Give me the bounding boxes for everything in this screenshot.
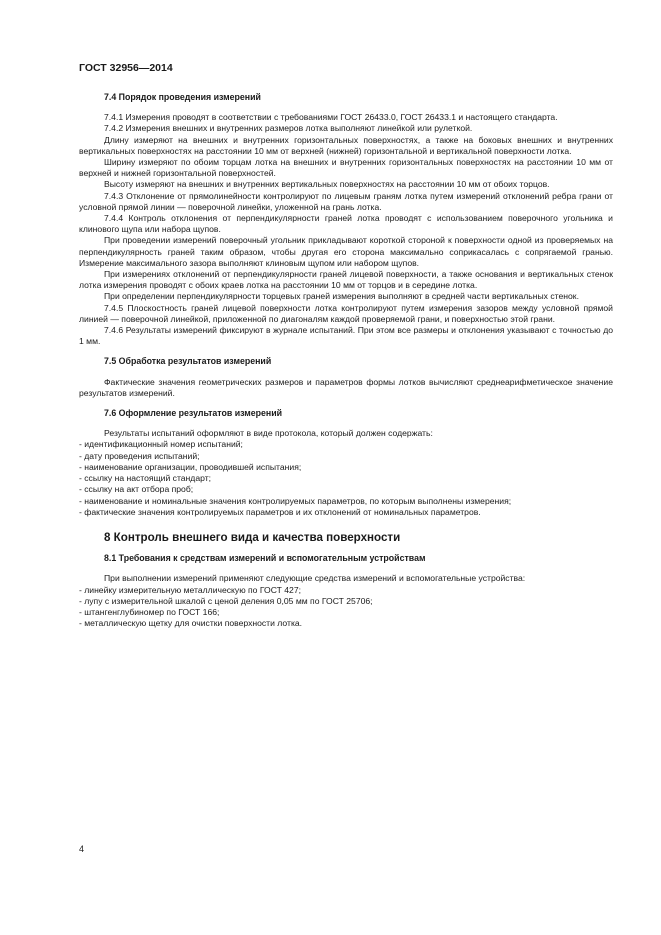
paragraph: 7.4.1 Измерения проводят в соответствии с требованиями ГОСТ 26433.0, ГОСТ 26433.1 и настоящего стандарта.	[104, 112, 558, 123]
protocol-contents-list	[79, 439, 613, 517]
paragraph: 7.4.3 Отклонение от прямолинейности контролируют по лицевым граням лотка путем измерений отклонений ребра грани от условной прямой линии — поверочной линейки, уложенной на грань лотка.	[79, 190, 613, 212]
paragraph: Высоту измеряют на внешних и внутренних вертикальных поверхностях на расстоянии 10 мм от обоих торцов.	[104, 179, 550, 190]
paragraph: Фактические значения геометрических размеров и параметров формы лотков вычисляют среднеарифметическое значение результатов измерений.	[79, 376, 613, 398]
page-number: 4	[79, 844, 85, 854]
list-item: - металлическую щетку для очистки поверхности лотка.	[79, 618, 303, 629]
list-item: - штангенглубиномер по ГОСТ 166;	[79, 606, 220, 617]
document-header: ГОСТ 32956—2014	[79, 62, 173, 74]
paragraph: Ширину измеряют по обоим торцам лотка на внешних и внутренних горизонтальных поверхностях на расстоянии 10 мм от верхней и нижней горизонтальной поверхностей.	[79, 157, 613, 179]
list-item: - наименование и номинальные значения контролируемых параметров, по которым выполнены измерения;	[79, 495, 512, 506]
document-body	[79, 92, 613, 629]
paragraph: При выполнении измерений применяют следующие средства измерений и вспомогательные устройства:	[104, 573, 526, 584]
section-7-6-heading: 7.6 Оформление результатов измерений	[104, 408, 283, 419]
section-8-1-heading: 8.1 Требования к средствам измерений и вспомогательным устройствам	[104, 553, 426, 564]
list-item: - линейку измерительную металлическую по ГОСТ 427;	[79, 584, 301, 595]
instruments-list	[79, 585, 613, 630]
paragraph: 7.4.5 Плоскостность граней лицевой поверхности лотка контролируют путем измерения зазоров между условной прямой линией — поверочной линейкой, приложенной по диагоналям каждой проверяемой грани, и поверхностью этой грани.	[79, 302, 613, 324]
section-7-5-heading: 7.5 Обработка результатов измерений	[104, 356, 272, 367]
paragraph: Длину измеряют на внешних и внутренних горизонтальных поверхностях, а также на боковых внешних и внутренних вертикальных поверхностях на расстоянии 10 мм от верхней (нижней) горизонтальной и вертикальной поверхности лотка.	[79, 134, 613, 156]
list-item: - наименование организации, проводившей испытания;	[79, 461, 302, 472]
list-item: - фактические значения контролируемых параметров и их отклонений от номинальных параметров.	[79, 506, 481, 517]
paragraph: 7.4.6 Результаты измерений фиксируют в журнале испытаний. При этом все размеры и отклонения указывают с точностью до 1 мм.	[79, 325, 613, 347]
paragraph: 7.4.2 Измерения внешних и внутренних размеров лотка выполняют линейкой или рулеткой.	[104, 123, 473, 134]
section-7-4-heading: 7.4 Порядок проведения измерений	[104, 92, 261, 102]
paragraph: Результаты испытаний оформляют в виде протокола, который должен содержать:	[104, 428, 433, 439]
list-item: - ссылку на настоящий стандарт;	[79, 473, 212, 484]
list-item: - лупу с измерительной шкалой с ценой деления 0,05 мм по ГОСТ 25706;	[79, 595, 373, 606]
paragraph: При измерениях отклонений от перпендикулярности граней лицевой поверхности, а также основания и вертикальных стенок лотка измерения проводят с обоих краев лотка на расстоянии 10 мм от торцов и в середине лотка.	[79, 269, 613, 291]
list-item: - дату проведения испытаний;	[79, 450, 200, 461]
paragraph: 7.4.4 Контроль отклонения от перпендикулярности граней лотка проводят с использованием поверочного угольника и клинового щупа или набора щупов.	[79, 213, 613, 235]
list-item: - ссылку на акт отбора проб;	[79, 484, 194, 495]
section-8-heading: 8 Контроль внешнего вида и качества поверхности	[104, 530, 401, 544]
paragraph: При проведении измерений поверочный угольник прикладывают короткой стороной к поверхности одной из проверяемых на перпендикулярность граней таким образом, чтобы другая его сторона максимально соприкасалась с сопрягаемой гранью. Измерение максимального зазора выполняют клиновым щупом или набором щупов.	[79, 235, 613, 268]
list-item: - идентификационный номер испытаний;	[79, 439, 243, 450]
paragraph: При определении перпендикулярности торцевых граней измерения выполняют в средней части вертикальных стенок.	[104, 291, 579, 302]
